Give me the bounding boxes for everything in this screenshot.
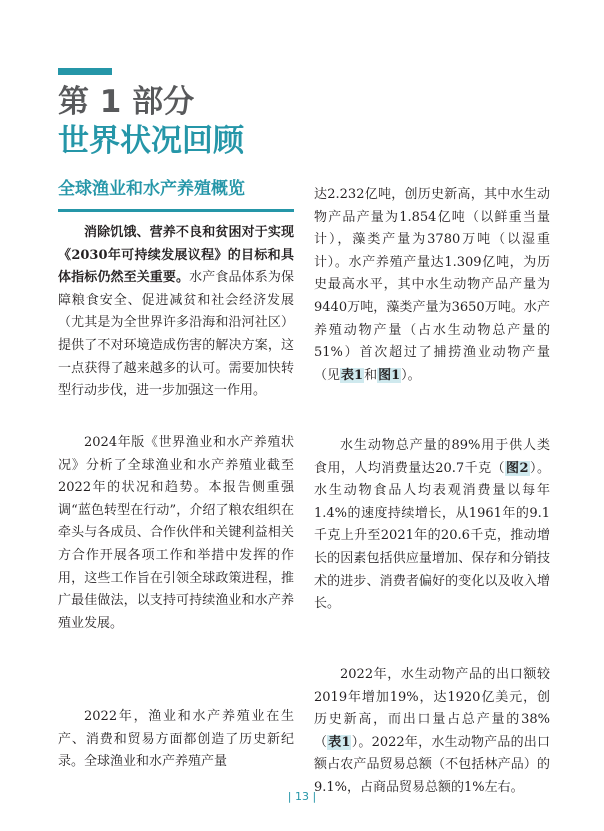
paragraph-5-text-b: ）。水生动物食品人均表观消费量以每年1.4%的速度持续增长，从1961年的9.1千克上升至2021年的20.6千克，推动增长的因素包括供应量增加、保存和分销技术的进步、消费者偏好的变化以及收入增长。 [314, 460, 550, 612]
section-heading: 全球渔业和水产养殖概览 [58, 179, 245, 199]
section-rule [58, 209, 294, 212]
paragraph-6-text-b: ）。2022年，水生动物产品的出口额占农产品贸易总额（不包括林产品）的9.1%，占商品贸易总额的1%左右。 [314, 734, 550, 795]
figure-1-link[interactable]: 图1 [378, 367, 401, 383]
paragraph-4-end: ）。 [401, 367, 421, 383]
page-number-value: 13 [295, 790, 309, 803]
paragraph-4-conj: 和 [364, 367, 378, 383]
paragraph-2: 2024年版《世界渔业和水产养殖状况》分析了全球渔业和水产养殖业截至2022年的状况和趋势。本报告侧重强调“蓝色转型在行动”，介绍了粮农组织在牵头与各成员、合作伙伴和关键利益相关方合作开展各项工作和举措中发挥的作用，这些工作旨在引领全球政策进程，推广最佳做法，以支持可持续渔业和水产养殖业发展。 [58, 435, 294, 631]
paragraph-6 [314, 664, 550, 800]
paragraph-5 [314, 435, 550, 616]
paragraph-1-body: 水产食品体系为保障粮食安全、促进减贫和社会经济发展（尤其是为全世界许多沿海和沿河社区）提供了不对环境造成伤害的解决方案，这一点获得了越来越多的认可。需要加快转型行动步伐，进一步加强这一作用。 [58, 270, 294, 399]
paragraph-3: 2022年，渔业和水产养殖业在生产、消费和贸易方面都创造了历史新纪录。全球渔业和水产养殖产量 [58, 709, 294, 770]
paragraph-5-text-a: 水生动物总产量的89%用于供人类食用，人均消费量达20.7千克（ [314, 438, 550, 476]
table-1-link-2[interactable]: 表1 [328, 734, 351, 750]
paragraph-1-lead: 消除饥饿、营养不良和贫困对于实现《2030年可持续发展议程》的目标和具体指标仍然至关重要。 [58, 225, 294, 286]
table-1-link[interactable]: 表1 [341, 367, 364, 383]
paragraph-4 [314, 184, 550, 387]
part-label: 第 1 部分 [58, 84, 195, 120]
paragraph-6-text-a: 2022年，水生动物产品的出口额较2019年增加19%，达1920亿美元，创历史新高，而出口量占总产量的38%（ [314, 667, 550, 750]
figure-2-link[interactable]: 图2 [506, 460, 529, 476]
paragraph-1 [58, 222, 294, 403]
page-title: 世界状况回顾 [58, 123, 244, 159]
page-number: | 13 | [287, 790, 317, 803]
accent-bar [58, 68, 112, 75]
paragraph-4-text: 达2.232亿吨，创历史新高，其中水生动物产品产量为1.854亿吨（以鲜重当量计），藻类产量为3780万吨（以湿重计）。水产养殖产量达1.309亿吨，为历史最高水平，其中水生动物产品产量为9440万吨，藻类产量为3650万吨。水产养殖动物产量（占水生动物总产量的51%）首次超过了捕捞渔业动物产量（见 [314, 187, 550, 383]
